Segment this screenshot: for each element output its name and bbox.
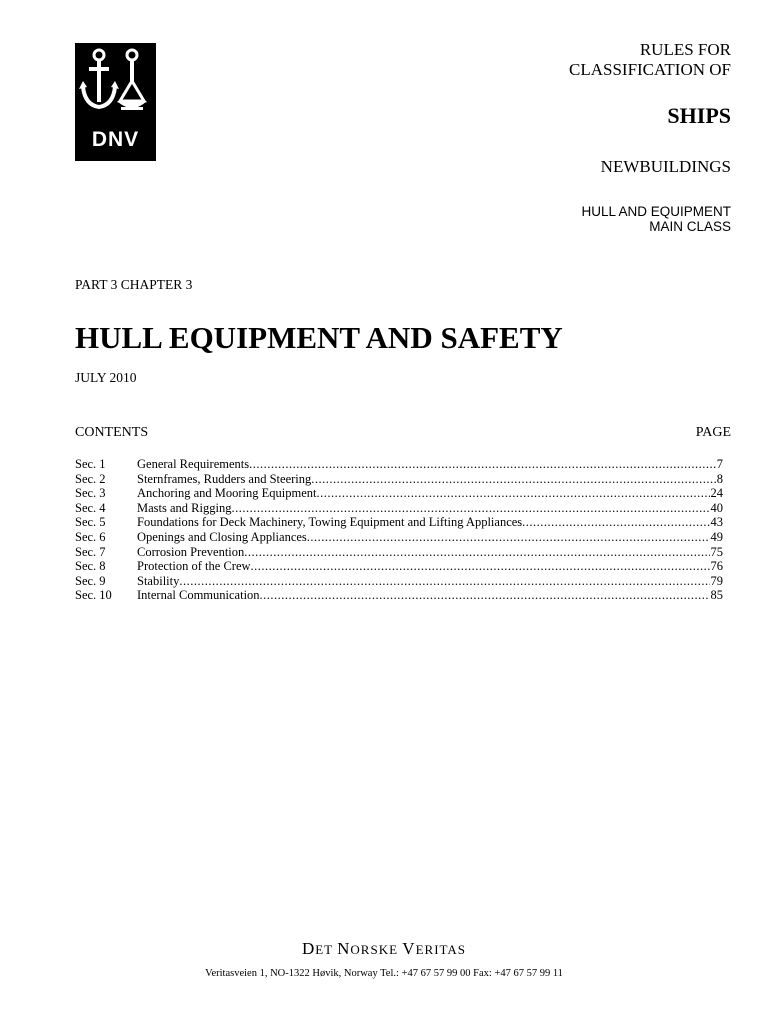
toc-section-title: Corrosion Prevention — [137, 544, 245, 559]
rules-line-2: CLASSIFICATION OF — [569, 60, 731, 79]
publication-date: JULY 2010 — [75, 370, 137, 385]
toc-section-number: Sec. 5 — [75, 515, 106, 530]
table-of-contents — [75, 457, 723, 603]
toc-leader-dots — [311, 472, 715, 487]
name-initial-d: D — [301, 939, 316, 958]
toc-entry[interactable] — [75, 588, 723, 603]
toc-section-number: Sec. 2 — [75, 471, 106, 486]
toc-leader-dots — [260, 588, 710, 603]
toc-page-number: 85 — [710, 588, 723, 603]
toc-page-number: 75 — [710, 544, 723, 559]
name-part-et: ET — [315, 942, 338, 957]
toc-section-title: Internal Communication — [137, 588, 260, 603]
toc-section-title: Protection of the Crew — [137, 559, 251, 574]
rules-line-1: RULES FOR — [639, 40, 731, 59]
part-chapter: PART 3 CHAPTER 3 — [75, 277, 193, 292]
name-part-eritas: ERITAS — [415, 942, 467, 957]
dnv-logo — [75, 43, 156, 161]
toc-section-title: Openings and Closing Appliances — [137, 529, 307, 544]
toc-section-number: Sec. 1 — [75, 457, 106, 471]
toc-entry[interactable] — [75, 486, 723, 501]
toc-page-number: 43 — [710, 515, 723, 530]
toc-section-number: Sec. 6 — [75, 529, 106, 544]
toc-leader-dots — [231, 501, 709, 516]
hull-main-class — [581, 204, 731, 234]
toc-entry[interactable] — [75, 515, 723, 530]
toc-section-title: General Requirements — [137, 457, 250, 471]
ships-heading: SHIPS — [667, 103, 731, 128]
toc-entry[interactable] — [75, 530, 723, 545]
toc-entry[interactable] — [75, 559, 723, 574]
rules-heading — [569, 40, 731, 80]
toc-section-number: Sec. 3 — [75, 486, 106, 501]
toc-section-number: Sec. 10 — [75, 588, 112, 603]
toc-leader-dots — [244, 545, 709, 560]
toc-entry[interactable] — [75, 574, 723, 589]
toc-entry[interactable] — [75, 501, 723, 516]
toc-page-number: 40 — [710, 500, 723, 515]
page-label: PAGE — [695, 425, 731, 440]
newbuildings-heading: NEWBUILDINGS — [600, 157, 731, 176]
contents-label: CONTENTS — [75, 425, 149, 440]
toc-leader-dots — [179, 574, 709, 589]
anchor-and-scales-icon — [75, 43, 156, 127]
toc-entry[interactable] — [75, 472, 723, 487]
toc-section-number: Sec. 4 — [75, 500, 106, 515]
name-initial-v: V — [402, 939, 416, 958]
hull-line-2: MAIN CLASS — [649, 219, 731, 234]
toc-leader-dots — [307, 530, 710, 545]
toc-entry[interactable] — [75, 457, 723, 472]
toc-leader-dots — [251, 559, 710, 574]
toc-section-title: Foundations for Deck Machinery, Towing Equipment and Lifting Appliances — [137, 515, 523, 530]
toc-section-number: Sec. 7 — [75, 544, 106, 559]
name-part-orske: ORSKE — [350, 942, 403, 957]
toc-leader-dots — [317, 486, 710, 501]
toc-page-number: 49 — [710, 529, 723, 544]
publisher-name — [0, 939, 768, 959]
toc-entry[interactable] — [75, 545, 723, 560]
toc-section-title: Anchoring and Mooring Equipment — [137, 486, 317, 501]
toc-section-title: Stability — [137, 573, 180, 588]
toc-leader-dots — [522, 515, 709, 530]
hull-line-1: HULL AND EQUIPMENT — [581, 204, 731, 219]
logo-text: DNV — [91, 128, 140, 151]
toc-section-title: Sternframes, Rudders and Steering — [137, 471, 312, 486]
toc-leader-dots — [249, 457, 716, 472]
toc-page-number: 79 — [710, 573, 723, 588]
toc-page-number: 76 — [710, 559, 723, 574]
toc-section-title: Masts and Rigging — [137, 500, 232, 515]
document-title: HULL EQUIPMENT AND SAFETY — [75, 320, 563, 355]
toc-section-number: Sec. 8 — [75, 559, 106, 574]
name-initial-n: N — [337, 939, 351, 958]
publisher-address: Veritasveien 1, NO-1322 Høvik, Norway Tel.: +47 67 57 99 00 Fax: +47 67 57 99 11 — [205, 968, 563, 979]
toc-section-number: Sec. 9 — [75, 573, 106, 588]
toc-page-number: 24 — [710, 486, 723, 501]
toc-page-number: 7 — [716, 457, 723, 471]
toc-page-number: 8 — [716, 471, 723, 486]
